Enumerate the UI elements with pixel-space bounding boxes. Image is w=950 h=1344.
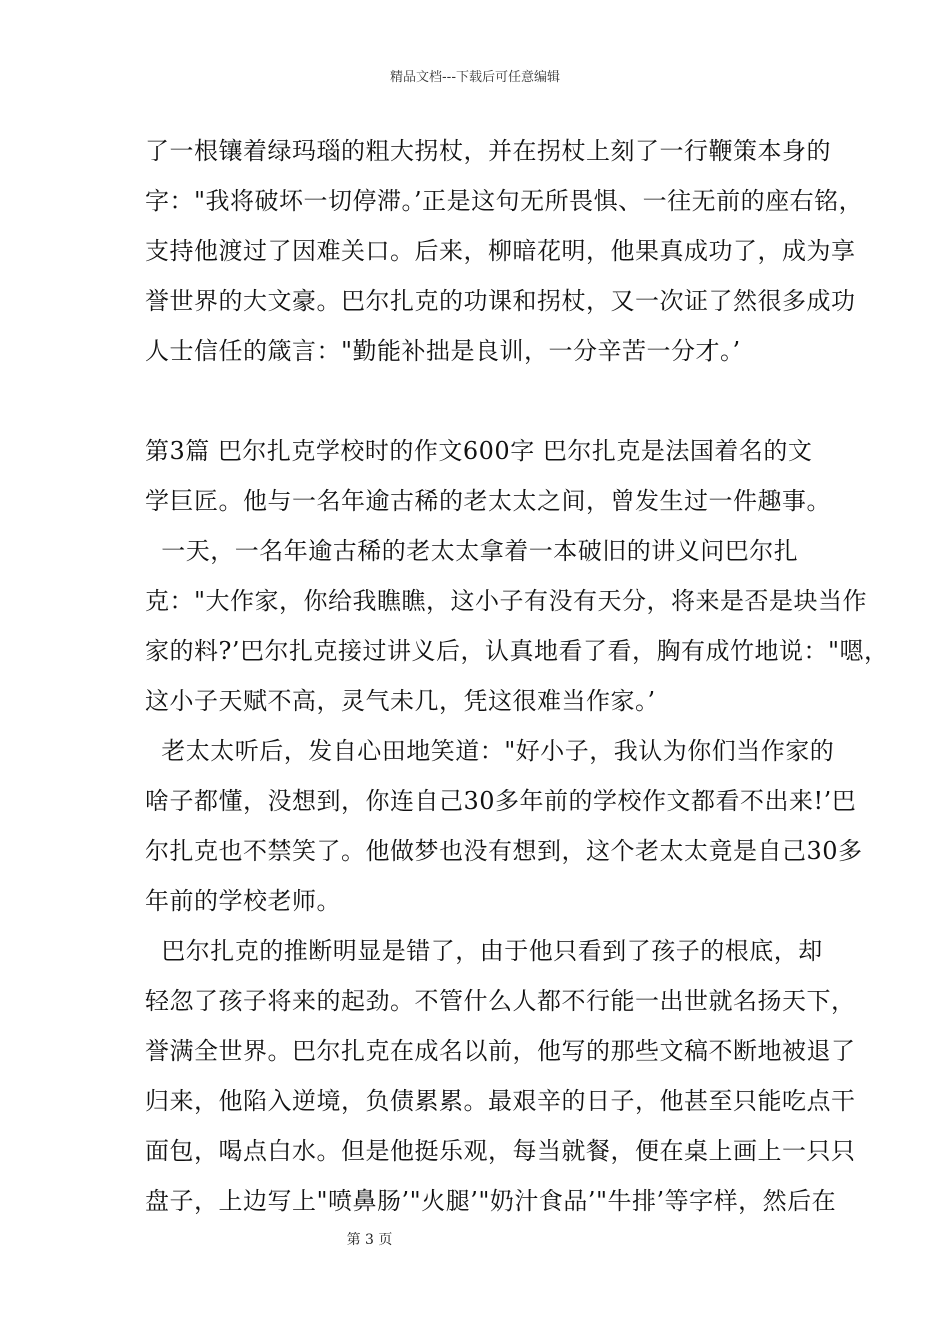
text-line: 轻忽了孩子将来的起劲。不管什么人都不行能一出世就名扬天下， (145, 987, 856, 1015)
text-line: 支持他渡过了因难关口。后来，柳暗花明，他果真成功了，成为享 (145, 237, 856, 265)
text-line: 啥子都懂，没想到，你连自己30多年前的学校作文都看不出来!’巴 (145, 787, 857, 815)
text-line: 学巨匠。他与一名年逾古稀的老太太之间，曾发生过一件趣事。 (145, 487, 831, 515)
text-line: 人士信任的箴言："勤能补拙是良训，一分辛苦一分才。’ (145, 337, 741, 365)
text-line: 家的料?’巴尔扎克接过讲义后，认真地看了看，胸有成竹地说："嗯， (145, 637, 889, 665)
page-number: 第 3 页 (346, 1232, 393, 1248)
text-line: 老太太听后，发自心田地笑道："好小子，我认为你们当作家的 (145, 737, 835, 765)
text-line: 年前的学校老师。 (145, 887, 341, 915)
text-line: 克："大作家，你给我瞧瞧，这小子有没有天分，将来是否是块当作 (145, 587, 868, 615)
text-line: 字："我将破坏一切停滞。’正是这句无所畏惧、一往无前的座右铭， (145, 187, 864, 215)
text-line: 盘子，上边写上"喷鼻肠’"火腿’"奶汁食品’"牛排’等字样，然后在 (145, 1187, 837, 1215)
text-line: 誉世界的大文豪。巴尔扎克的功课和拐杖，又一次证了然很多成功 (145, 287, 856, 315)
text-line: 面包，喝点白水。但是他挺乐观，每当就餐，便在桌上画上一只只 (145, 1137, 856, 1165)
text-line: 了一根镶着绿玛瑙的粗大拐杖，并在拐杖上刻了一行鞭策本身的 (145, 137, 831, 165)
text-line: 尔扎克也不禁笑了。他做梦也没有想到，这个老太太竟是自己30多 (145, 837, 863, 865)
page-header: 精品文档---下载后可任意编辑 (389, 70, 561, 85)
text-line: 第3篇 巴尔扎克学校时的作文600字 巴尔扎克是法国着名的文 (145, 437, 813, 465)
text-line: 这小子天赋不高，灵气未几，凭这很难当作家。’ (145, 687, 656, 715)
text-line: 誉满全世界。巴尔扎克在成名以前，他写的那些文稿不断地被退了 (145, 1037, 856, 1065)
text-line: 归来，他陷入逆境，负债累累。最艰辛的日子，他甚至只能吃点干 (145, 1087, 856, 1115)
text-line: 巴尔扎克的推断明显是错了，由于他只看到了孩子的根底，却 (145, 937, 823, 965)
text-line: 一天，一名年逾古稀的老太太拿着一本破旧的讲义问巴尔扎 (145, 537, 799, 565)
